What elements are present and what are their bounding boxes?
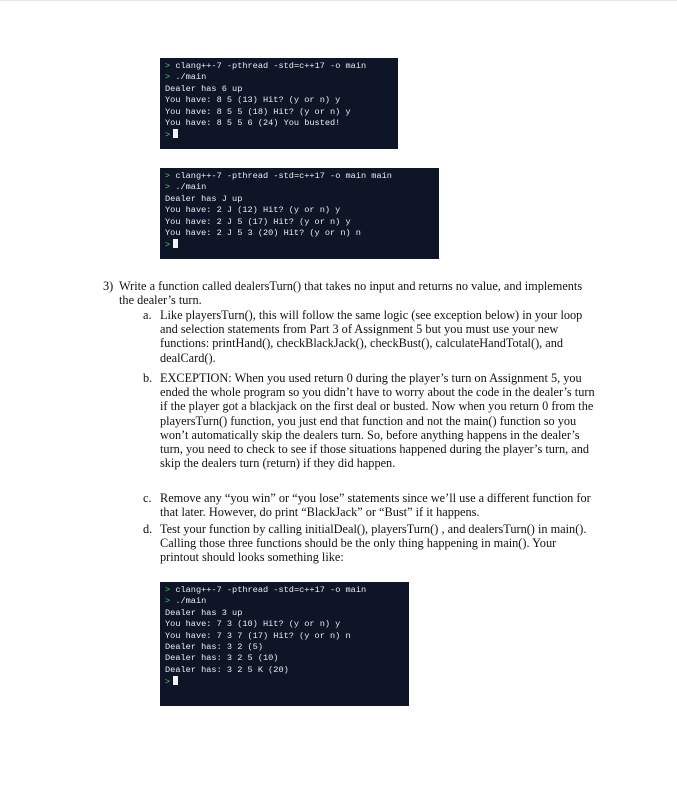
terminal-line-text: Dealer has: 3 2 (5)	[165, 641, 263, 652]
terminal-line	[165, 118, 394, 129]
terminal-line-text: You have: 2 J (12) Hit? (y or n) y	[165, 205, 341, 216]
terminal-output-2	[160, 168, 439, 259]
terminal-line-text: You have: 2 J 5 3 (20) Hit? (y or n) n	[165, 227, 361, 238]
prompt-arrow: >	[165, 61, 171, 71]
sub-item-b	[143, 371, 596, 471]
terminal-line	[165, 84, 394, 95]
terminal-line	[165, 665, 405, 676]
terminal-line	[165, 95, 394, 106]
terminal-line-text: clang++-7 -pthread -std=c++17 -o main	[170, 61, 367, 71]
sub-item-c	[143, 491, 596, 520]
terminal-line	[165, 217, 435, 228]
terminal-line-text: clang++-7 -pthread -std=c++17 -o main	[170, 585, 367, 595]
terminal-output-1	[160, 58, 398, 149]
page-top-border	[0, 0, 677, 1]
terminal-line	[165, 585, 405, 596]
terminal-line-text: You have: 7 3 7 (17) Hit? (y or n) n	[165, 630, 351, 641]
terminal-line-text: You have: 8 5 5 6 (24) You busted!	[165, 117, 341, 128]
terminal-line	[165, 171, 435, 182]
sub-item-d	[143, 522, 596, 565]
terminal-line	[165, 72, 394, 83]
terminal-output-3	[160, 582, 409, 706]
cursor-icon	[173, 676, 178, 685]
terminal-line-text: clang++-7 -pthread -std=c++17 -o main main	[170, 171, 392, 181]
terminal-line-text: Dealer has: 3 2 5 K (20)	[165, 664, 289, 675]
prompt-arrow: >	[165, 130, 171, 141]
terminal-line	[165, 194, 435, 205]
terminal-line-text: You have: 8 5 5 (18) Hit? (y or n) y	[165, 106, 351, 117]
terminal-prompt-line	[165, 129, 394, 140]
sub-item-label: d.	[143, 522, 153, 536]
sub-item-text: Remove any “you win” or “you lose” statements since we’ll use a different function for that later. However, do print “BlackJack” or “Bust” if it happens.	[160, 491, 591, 520]
prompt-arrow: >	[165, 72, 171, 83]
terminal-line	[165, 608, 405, 619]
prompt-arrow: >	[165, 596, 171, 607]
terminal-line-text: ./main	[170, 72, 207, 83]
terminal-line-text: Dealer has 6 up	[165, 83, 243, 94]
terminal-line-text: You have: 7 3 (10) Hit? (y or n) y	[165, 619, 341, 630]
sub-item-text: Test your function by calling initialDeal(), playersTurn() , and dealersTurn() in main(). Calling those three functions should be the only thing happening in main(). Your printout should looks something like:	[160, 522, 587, 565]
terminal-line	[165, 61, 394, 72]
terminal-line	[165, 205, 435, 216]
terminal-line-text: Dealer has: 3 2 5 (10)	[165, 653, 279, 664]
terminal-line-text: ./main	[170, 182, 207, 193]
prompt-arrow: >	[165, 171, 171, 181]
terminal-line-text: Dealer has 3 up	[165, 607, 243, 618]
cursor-icon	[173, 129, 178, 138]
sub-item-text: Like playersTurn(), this will follow the same logic (see exception below) in your loop and selection statements from Part 3 of Assignment 5 but you must use your new functions: printHand(), checkBlackJack(), checkBust(), calculateHandTotal(), and dealCard().	[160, 308, 583, 365]
terminal-line	[165, 631, 405, 642]
terminal-line	[165, 596, 405, 607]
sub-item-label: c.	[143, 491, 152, 505]
question-text: Write a function called dealersTurn() that takes no input and returns no value, and implements the dealer’s turn.	[119, 279, 583, 308]
terminal-prompt-line	[165, 676, 405, 687]
terminal-line	[165, 653, 405, 664]
terminal-line-text: ./main	[170, 596, 207, 607]
prompt-arrow: >	[165, 240, 171, 251]
terminal-line-text: You have: 8 5 (13) Hit? (y or n) y	[165, 95, 341, 106]
sub-item-label: a.	[143, 308, 152, 322]
cursor-icon	[173, 239, 178, 248]
terminal-line	[165, 228, 435, 239]
prompt-arrow: >	[165, 585, 171, 595]
terminal-line	[165, 642, 405, 653]
sub-item-text: EXCEPTION: When you used return 0 during the player’s turn on Assignment 5, you ended the whole program so you didn’t have to worry about the code in the dealer’s turn if the player got a blackjack on the first deal or busted. Now when you return 0 from the playersTurn() function, you just end that function and not the main() function so you won’t automatically skip the dealers turn. So, before anything happens in the dealer’s turn, you need to check to see if those situations happened during the player’s turn, and skip the dealers turn (return) if they did happen.	[160, 371, 595, 471]
terminal-line-text: Dealer has J up	[165, 193, 243, 204]
sub-item-label: b.	[143, 371, 153, 385]
terminal-line	[165, 182, 435, 193]
terminal-prompt-line	[165, 239, 435, 250]
question-3	[103, 279, 593, 307]
prompt-arrow: >	[165, 677, 171, 688]
terminal-line	[165, 107, 394, 118]
prompt-arrow: >	[165, 182, 171, 193]
sub-item-a	[143, 308, 596, 365]
question-number: 3)	[103, 279, 114, 293]
terminal-line-text: You have: 2 J 5 (17) Hit? (y or n) y	[165, 216, 351, 227]
terminal-line	[165, 619, 405, 630]
